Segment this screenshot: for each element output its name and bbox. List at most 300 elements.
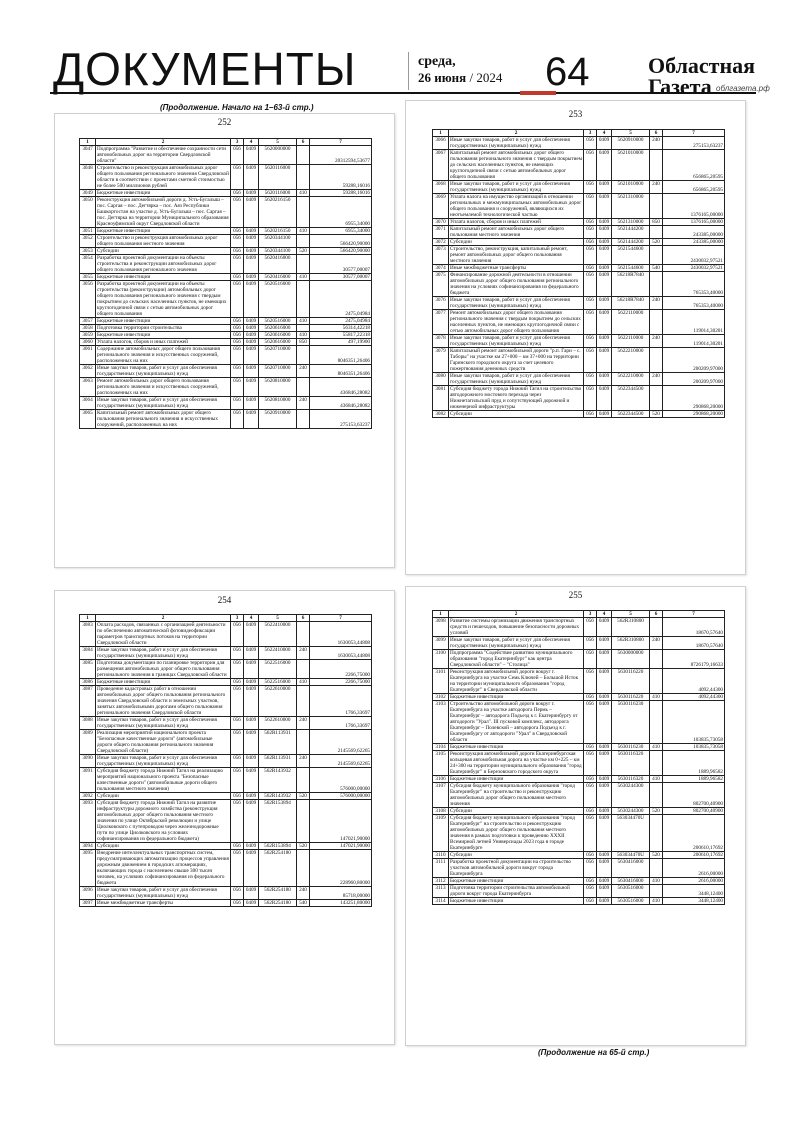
row-code: 3108 (433, 808, 449, 815)
column-header: 6 (650, 130, 663, 137)
table-row (433, 808, 725, 815)
table-row (80, 622, 372, 647)
ministry-code: 056 (584, 852, 597, 859)
row-code: 3047 (80, 146, 96, 165)
table-row (80, 397, 372, 410)
amount: 290868,20000 (663, 386, 725, 411)
row-code: 3090 (80, 755, 96, 768)
column-header: 4 (597, 611, 612, 618)
amount: 802700,40900 (663, 808, 725, 815)
target-code: 5620216150 (259, 228, 297, 235)
ministry-code: 056 (231, 281, 244, 318)
table-row (80, 768, 372, 793)
section-code: 0409 (597, 219, 612, 226)
ministry-code: 056 (584, 335, 597, 348)
row-code: 3099 (433, 637, 449, 650)
amount: 143251,80000 (310, 900, 372, 907)
table-row (433, 297, 725, 310)
table-row (433, 194, 725, 219)
table-row (80, 410, 372, 429)
ministry-code: 056 (231, 850, 244, 887)
ministry-code: 056 (584, 219, 597, 226)
target-code: 5620810000 (259, 378, 297, 397)
section-code: 0409 (597, 348, 612, 373)
section-code: 0409 (244, 378, 259, 397)
section-code: 0409 (597, 239, 612, 246)
expense-type (650, 885, 663, 898)
amount: 18670,57640 (663, 618, 725, 637)
table-row (80, 679, 372, 686)
ministry-code: 056 (231, 318, 244, 325)
expense-type: 410 (297, 318, 310, 325)
target-code: 563034470U (612, 815, 650, 852)
target-code: 563034470U (612, 852, 650, 859)
amount: 200610,17692 (663, 815, 725, 852)
section-code: 0409 (597, 815, 612, 852)
row-code: 3111 (433, 859, 449, 878)
expense-type (650, 150, 663, 181)
row-name: Иные межбюджетные трансферты (96, 900, 231, 907)
target-code: 5621544600 (612, 246, 650, 265)
amount: 147021,90000 (310, 843, 372, 850)
ministry-code: 056 (584, 348, 597, 373)
table-row (433, 776, 725, 783)
row-code: 3070 (433, 219, 449, 226)
row-code: 3075 (433, 272, 449, 297)
ministry-code: 056 (231, 346, 244, 365)
table-row (433, 898, 725, 905)
section-code: 0409 (244, 755, 259, 768)
row-code: 3072 (433, 239, 449, 246)
amount: 200209,97000 (663, 348, 725, 373)
expense-type: 410 (650, 744, 663, 751)
ministry-code: 056 (231, 197, 244, 228)
expense-type (650, 272, 663, 297)
table-row (80, 318, 372, 325)
row-name: Развитие системы организации движения транспортных средств и пешеходов, повышение безопасности дорожных условий (449, 618, 584, 637)
expense-type (650, 783, 663, 808)
expense-type: 240 (650, 335, 663, 348)
row-code: 3067 (433, 150, 449, 181)
target-code: 562R153894 (259, 843, 297, 850)
expense-type (297, 325, 310, 332)
expense-type: 540 (650, 265, 663, 272)
row-name: Бюджетные инвестиции (96, 318, 231, 325)
expense-type (650, 669, 663, 694)
expense-type (650, 310, 663, 335)
amount: 228960,80000 (310, 850, 372, 887)
amount: 2475,04984 (310, 318, 372, 325)
issue-date (418, 70, 502, 86)
row-code: 3113 (433, 885, 449, 898)
table-row (433, 669, 725, 694)
expense-type (297, 346, 310, 365)
section-code: 0409 (597, 194, 612, 219)
table-row (433, 650, 725, 669)
row-name: Капитальный ремонт автомобильных дорог общего пользования регионального значения с твердым покрытием до сельских населенных пунктов, не имеющих круглогодичной связи с сетью автомобильных дорог общего пользования (450, 150, 582, 180)
ministry-code: 056 (584, 386, 597, 411)
section-code: 0409 (597, 885, 612, 898)
ministry-code: 056 (584, 150, 597, 181)
ministry-code: 056 (584, 669, 597, 694)
table-row (80, 146, 372, 165)
target-code: 562R153894 (259, 800, 297, 843)
ministry-code: 056 (231, 146, 244, 165)
table-row (80, 365, 372, 378)
section-code: 0409 (244, 900, 259, 907)
section-code: 0409 (244, 365, 259, 378)
issue-date-year: / 2024 (466, 70, 503, 85)
row-name: Строительство и реконструкция автомобильных дорог общего пользования местного значения (96, 235, 231, 248)
row-code: 3112 (433, 878, 449, 885)
table-row (433, 701, 725, 744)
amount: 18670,57640 (663, 637, 725, 650)
expense-type (297, 378, 310, 397)
section-code: 0409 (597, 618, 612, 637)
row-code: 3064 (80, 397, 96, 410)
row-code: 3089 (80, 730, 96, 755)
ministry-code: 056 (584, 701, 597, 744)
row-name: Разработка проектной документации на объекты строительства и реконструкции автомобильных дорог общего пользования регионального значения (96, 255, 231, 274)
expense-type: 520 (650, 852, 663, 859)
target-code: 562R254180 (259, 887, 297, 900)
row-code: 3069 (433, 194, 449, 219)
target-code: 5622516000 (259, 660, 297, 679)
ministry-code: 056 (584, 859, 597, 878)
section-code: 0409 (244, 197, 259, 228)
row-code: 3057 (80, 318, 96, 325)
table-row (433, 783, 725, 808)
column-header: 1 (433, 130, 449, 137)
row-name: Иные закупки товаров, работ и услуг для обеспечения государственных (муниципальных) нужд (96, 755, 231, 768)
expense-type (650, 618, 663, 637)
target-code: 5630416000 (612, 859, 650, 878)
target-code: 5622210000 (612, 373, 650, 386)
row-name: Субсидия бюджету города Нижний Тагил на реализацию мероприятий национального проекта "Безопасные качественные дороги" (автомобильные дороги общего пользования местного значения) (96, 768, 231, 793)
row-code: 3083 (80, 622, 96, 647)
column-header: 4 (244, 615, 259, 622)
column-header: 5 (259, 139, 297, 146)
row-code: 3097 (80, 900, 96, 907)
table-row (80, 378, 372, 397)
row-name: Уплата налогов, сборов и иных платежей (449, 219, 584, 226)
row-code: 3076 (433, 297, 449, 310)
continuation-note-bottom: (Продолжение на 65-й стр.) (538, 1048, 650, 1057)
expense-type (650, 386, 663, 411)
ministry-code: 056 (231, 660, 244, 679)
section-code: 0409 (597, 310, 612, 335)
amount: 59288,16016 (310, 165, 372, 190)
expense-type (650, 701, 663, 744)
row-code: 3095 (80, 850, 96, 887)
amount: 6955,34000 (310, 228, 372, 235)
budget-table (432, 610, 725, 905)
ministry-code: 056 (231, 793, 244, 800)
ministry-code: 056 (584, 239, 597, 246)
document-page-254 (54, 590, 395, 1045)
row-name: Иные закупки товаров, работ и услуг для обеспечения государственных (муниципальных) нужд (96, 717, 231, 730)
expense-type (297, 197, 310, 228)
ministry-code: 056 (584, 878, 597, 885)
target-code: 562R143932 (259, 793, 297, 800)
expense-type: 850 (297, 339, 310, 346)
section-code: 0409 (244, 843, 259, 850)
table-row (80, 887, 372, 900)
amount: 2616,00000 (663, 859, 725, 878)
table-row (433, 373, 725, 386)
amount: 576000,00000 (310, 793, 372, 800)
table-row (433, 386, 725, 411)
row-name: Бюджетные инвестиции (96, 274, 231, 281)
target-code: 5630116320 (612, 776, 650, 783)
table-header-row (80, 139, 372, 146)
table-row (80, 647, 372, 660)
row-name: Иные межбюджетные трансферты (449, 265, 584, 272)
newspaper-logo-line1: Областная (648, 53, 756, 78)
target-code: 5622610000 (259, 686, 297, 717)
row-name: Подпрограмма "Развитие и обеспечение сохранности сети автомобильных дорог на территории Свердловской области" (96, 146, 231, 165)
column-header: 7 (310, 615, 372, 622)
column-header: 2 (449, 130, 584, 137)
newspaper-site: облгазета.рф (716, 84, 770, 93)
ministry-code: 056 (584, 265, 597, 272)
amount: 1630053,44808 (310, 647, 372, 660)
target-code: 5620710000 (259, 346, 297, 365)
ministry-code: 056 (584, 808, 597, 815)
row-code: 3104 (433, 744, 449, 751)
expense-type: 410 (297, 274, 310, 281)
row-code: 3073 (433, 246, 449, 265)
row-code: 3082 (433, 411, 449, 418)
target-code: 5630516000 (612, 898, 650, 905)
row-name: Строительство и реконструкция автомобильных дорог общего пользования регионального значения Свердловской области в соответствии с проектами сметной стоимостью не более 500 миллионов рублей (97, 165, 229, 189)
expense-type: 410 (650, 694, 663, 701)
amount: 436846,28082 (310, 378, 372, 397)
row-name: Бюджетные инвестиции (449, 694, 584, 701)
row-code: 3103 (433, 701, 449, 744)
header-rule (50, 92, 756, 94)
ministry-code: 056 (231, 255, 244, 274)
amount: 8726179,16633 (663, 650, 725, 669)
row-code: 3055 (80, 274, 96, 281)
target-code: 5621010000 (612, 181, 650, 194)
amount: 55817,22318 (310, 332, 372, 339)
ministry-code: 056 (231, 190, 244, 197)
row-code: 3102 (433, 694, 449, 701)
table-row (433, 411, 725, 418)
amount: 1376165,00000 (663, 194, 725, 219)
expense-type: 240 (297, 755, 310, 768)
target-code: 5620000000 (259, 146, 297, 165)
ministry-code: 056 (584, 694, 597, 701)
amount: 656865,20595 (663, 150, 725, 181)
table-row (433, 226, 725, 239)
table-row (80, 660, 372, 679)
amount: 6955,34000 (310, 197, 372, 228)
ministry-code: 056 (231, 325, 244, 332)
section-code: 0409 (597, 335, 612, 348)
expense-type: 410 (297, 228, 310, 235)
expense-type: 240 (297, 887, 310, 900)
amount: 103835,73058 (663, 744, 725, 751)
table-row (80, 197, 372, 228)
amount: 243385,00000 (663, 239, 725, 246)
row-name: Ремонт автомобильных дорог общего пользования регионального значения и искусственных сооружений, расположенных на них (96, 378, 231, 397)
column-header: 3 (584, 611, 597, 618)
target-code: 5622516000 (259, 679, 297, 686)
expense-type: 240 (297, 365, 310, 378)
section-code: 0409 (244, 793, 259, 800)
row-name: Бюджетные инвестиции (96, 190, 231, 197)
target-code: 5622344500 (612, 386, 650, 411)
ministry-code: 056 (584, 194, 597, 219)
amount: 4092,44300 (663, 694, 725, 701)
table-row (80, 339, 372, 346)
document-page-252 (54, 113, 395, 568)
section-code: 0409 (244, 768, 259, 793)
section-code: 0409 (244, 686, 259, 717)
target-code: 56218R7840 (612, 297, 650, 310)
row-code: 3098 (433, 618, 449, 637)
table-row (80, 800, 372, 843)
table-row (433, 310, 725, 335)
expense-type (650, 246, 663, 265)
row-code: 3063 (80, 378, 96, 397)
target-code: 5620116000 (259, 190, 297, 197)
row-code: 3110 (433, 852, 449, 859)
amount: 4092,44300 (663, 669, 725, 694)
column-header: 7 (663, 611, 725, 618)
row-code: 3048 (80, 165, 96, 190)
row-name: Уплата налога на имущество организаций в отношении региональных и межмуниципальных автомобильных дорог общего пользования и сооружений, являющихся их неотъемлемой технологической частью (449, 194, 584, 219)
amount: 275153,63237 (663, 137, 725, 150)
expense-type (297, 768, 310, 793)
row-name: Реконструкция автомобильной дороги д. Усть-Бугалыш – пос. Саргая – пос. Дегтярка – пос. Аяз Республики Башкортостан на участке д. Усть-Бугалыш – пос. Саргая – пос. Дегтярка на территории Муниципального образования Красноуфимский округ Свердловской области (97, 197, 229, 227)
document-page-255 (405, 586, 746, 1046)
section-code: 0409 (597, 226, 612, 239)
table-row (80, 686, 372, 717)
ministry-code: 056 (584, 815, 597, 852)
expense-type: 240 (650, 137, 663, 150)
row-name: Подготовка территории строительства (96, 325, 231, 332)
expense-type: 240 (650, 181, 663, 194)
section-code: 0409 (597, 783, 612, 808)
row-name: Иные закупки товаров, работ и услуг для обеспечения государственных (муниципальных) нужд (449, 137, 584, 150)
budget-table (79, 138, 372, 429)
expense-type (650, 226, 663, 239)
section-code: 0409 (244, 255, 259, 274)
row-name: Реконструкция автомобильной дороги Екатеринбургская кольцевая автомобильная дорога на участке км 0+225 – км 24+300 на территории муниципального образования "город Екатеринбург" и Березовского городского округа (450, 751, 582, 775)
ministry-code: 056 (231, 165, 244, 190)
expense-type (297, 660, 310, 679)
ministry-code: 056 (584, 226, 597, 239)
amount: 1889,96582 (663, 776, 725, 783)
row-code: 3052 (80, 235, 96, 248)
target-code: 5630116220 (612, 694, 650, 701)
page-number: 64 (545, 50, 590, 94)
section-code: 0409 (597, 878, 612, 885)
row-code: 3054 (80, 255, 96, 274)
ministry-code: 056 (584, 272, 597, 297)
amount: 497,19900 (310, 339, 372, 346)
ministry-code: 056 (584, 783, 597, 808)
row-name: Строительство, реконструкция, капитальный ремонт, ремонт автомобильных дорог общего пользования местного значения (449, 246, 584, 265)
target-code: 5620616000 (259, 325, 297, 332)
section-code: 0409 (597, 181, 612, 194)
row-name: Иные закупки товаров, работ и услуг для обеспечения государственных (муниципальных) нужд (449, 335, 584, 348)
amount: 103835,73058 (663, 701, 725, 744)
section-code: 0409 (244, 146, 259, 165)
target-code: 5620710000 (259, 365, 297, 378)
ministry-code: 056 (231, 717, 244, 730)
issue-day: среда, (418, 54, 456, 69)
ministry-code: 056 (231, 679, 244, 686)
row-name: Субсидии (96, 843, 231, 850)
expense-type: 240 (650, 373, 663, 386)
target-code: 5621310000 (612, 219, 650, 226)
row-code: 3088 (80, 717, 96, 730)
target-code: 562R113931 (259, 730, 297, 755)
table-header-row (80, 615, 372, 622)
section-code: 0409 (597, 297, 612, 310)
target-code: 562R310800 (612, 637, 650, 650)
expense-type (650, 650, 663, 669)
row-code: 3080 (433, 373, 449, 386)
row-code: 3056 (80, 281, 96, 318)
amount: 1766,33697 (310, 717, 372, 730)
expense-type (650, 859, 663, 878)
section-code: 0409 (244, 248, 259, 255)
row-code: 3049 (80, 190, 96, 197)
section-code: 0409 (597, 386, 612, 411)
row-code: 3059 (80, 332, 96, 339)
amount: 1889,96582 (663, 751, 725, 776)
ministry-code: 056 (231, 800, 244, 843)
expense-type: 410 (297, 679, 310, 686)
amount: 2616,00000 (663, 878, 725, 885)
column-header: 2 (96, 139, 231, 146)
row-name: Капитальный ремонт автомобильных дорог общего пользования местного значения (449, 226, 584, 239)
section-code: 0409 (597, 808, 612, 815)
amount: 2145569,62265 (310, 730, 372, 755)
column-header: 3 (231, 139, 244, 146)
row-name: Капитальный ремонт автомобильных дорог общего пользования регионального значения и искусственных сооружений, расположенных на них (96, 410, 231, 429)
row-code: 3050 (80, 197, 96, 228)
section-code: 0409 (244, 679, 259, 686)
section-code: 0409 (597, 265, 612, 272)
section-code: 0409 (244, 622, 259, 647)
expense-type: 240 (297, 647, 310, 660)
expense-type (650, 348, 663, 373)
target-code: 5621010000 (612, 150, 650, 181)
amount: 8046351,26406 (310, 346, 372, 365)
target-code: 562R143932 (259, 768, 297, 793)
ministry-code: 056 (584, 618, 597, 637)
amount: 3448,12400 (663, 898, 725, 905)
expense-type: 410 (650, 898, 663, 905)
row-name: Иные закупки товаров, работ и услуг для обеспечения государственных (муниципальных) нужд (96, 887, 231, 900)
column-header: 2 (449, 611, 584, 618)
target-code: 5620810000 (259, 397, 297, 410)
target-code: 56218R7840 (612, 272, 650, 297)
row-code: 3065 (80, 410, 96, 429)
section-code: 0409 (597, 272, 612, 297)
row-name: Разработка проектной документации на объекты строительства (реконструкции) автомобильных дорог общего пользования регионального значения с твердым покрытием до сельских населенных пунктов, не имеющих круглогодичной связи с сетью автомобильных дорог общего пользования (96, 281, 231, 318)
target-code: 5620516000 (259, 281, 297, 318)
table-header-row (433, 130, 725, 137)
amount: 1376165,00000 (663, 219, 725, 226)
table-row (433, 219, 725, 226)
